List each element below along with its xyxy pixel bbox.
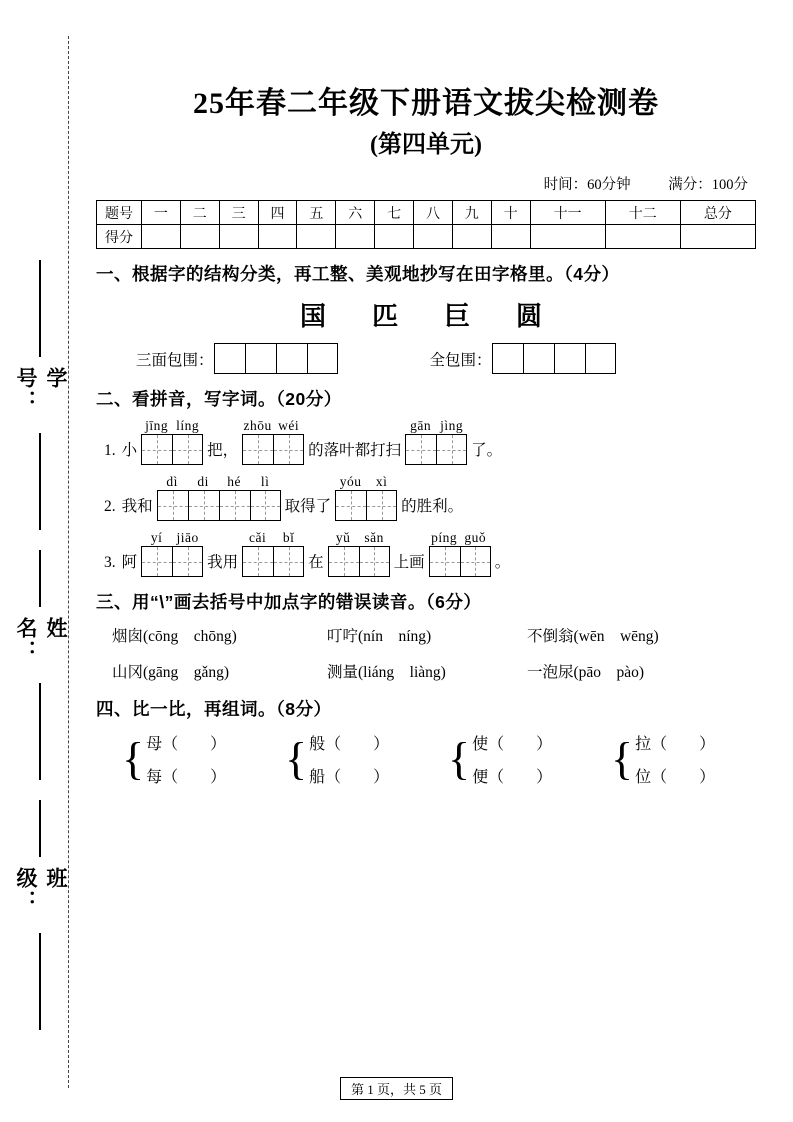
score-table-column-label: 十二: [605, 201, 680, 225]
pinyin-blank-group: [429, 529, 491, 577]
pinyin-text: yǔ sǎn: [335, 530, 384, 545]
exam-time: 时间：60分钟: [543, 177, 631, 193]
score-table-column-label: 五: [297, 201, 336, 225]
item-number: 1.: [104, 442, 116, 459]
page-number: 第 1 页，共 5 页: [340, 1077, 453, 1100]
section-4-body: [122, 731, 756, 787]
word-pair-rows: [146, 731, 226, 787]
score-table-column-label: 六: [336, 201, 375, 225]
sentence-text: 在: [308, 554, 324, 571]
pinyin-text: yóu xì: [339, 474, 388, 489]
score-table-column-label: 十: [491, 201, 530, 225]
table-row: [97, 225, 756, 249]
pinyin-text: píng guǒ: [431, 530, 487, 545]
score-table-header-cell: 题号: [97, 201, 142, 225]
tianzige-grid[interactable]: [328, 546, 390, 577]
sidebar-rule: [39, 550, 41, 607]
sidebar-label-xuehao: 学号：: [14, 367, 67, 414]
word-answer-blank[interactable]: 便（ ）: [472, 769, 553, 786]
tianzige-grid[interactable]: [242, 434, 304, 465]
sidebar-rule: [39, 260, 41, 357]
score-input-cell[interactable]: [491, 225, 530, 249]
score-input-cell[interactable]: [605, 225, 680, 249]
score-input-cell[interactable]: [530, 225, 605, 249]
word-pair-group: [611, 731, 756, 787]
page-footer: [0, 1077, 793, 1100]
section-2-heading: 二、看拼音，写字词。（20分）: [96, 389, 342, 409]
exam-meta: [96, 173, 748, 194]
pinyin-text: dì di hé lì: [166, 474, 270, 489]
sidebar-label-banji: 班级：: [14, 866, 67, 913]
score-table-column-label: 四: [258, 201, 297, 225]
score-input-cell[interactable]: [219, 225, 258, 249]
tianzige-cell[interactable]: [219, 490, 250, 521]
word-answer-blank[interactable]: 位（ ）: [635, 769, 716, 786]
pinyin-blank-group: [405, 417, 467, 465]
sentence-text: 。: [494, 554, 511, 571]
tianzige-cell[interactable]: [328, 546, 359, 577]
sentence-text: 的胜利。: [401, 498, 464, 515]
list-item: [104, 529, 756, 577]
score-table-column-label: 八: [414, 201, 453, 225]
pinyin-blank-group: [157, 473, 281, 521]
tianzige-cell[interactable]: [245, 343, 276, 374]
section-4-heading: 四、比一比，再组词。（8分）: [96, 699, 332, 719]
pinyin-choice-item[interactable]: 一泡尿(pāo pào): [527, 664, 645, 681]
tianzige-cell[interactable]: [214, 343, 245, 374]
tianzige-cell[interactable]: [250, 490, 281, 521]
sentence-text: 上画: [393, 554, 425, 571]
tianzige-cell[interactable]: [585, 343, 616, 374]
brace-symbol: {: [122, 733, 145, 784]
score-table-column-label: 总分: [680, 201, 755, 225]
section-1-heading: 一、根据字的结构分类，再工整、美观地抄写在田字格里。（4分）: [96, 264, 620, 284]
tianzige-cell[interactable]: [523, 343, 554, 374]
score-table-column-label: 九: [452, 201, 491, 225]
sentence-text: 我用: [207, 554, 239, 571]
pinyin-blank-group: [141, 417, 203, 465]
sidebar-label-xingming: 姓名：: [14, 617, 67, 664]
tianzige-cell[interactable]: [460, 546, 491, 577]
sentence-text: 把，: [207, 442, 239, 459]
score-input-cell[interactable]: [297, 225, 336, 249]
sidebar-rule: [39, 433, 41, 530]
tianzige-grid[interactable]: [242, 546, 304, 577]
pinyin-blank-group: [242, 417, 304, 465]
tianzige-grid[interactable]: [214, 343, 338, 374]
table-row: [97, 201, 756, 225]
word-answer-blank[interactable]: 船（ ）: [309, 769, 390, 786]
tianzige-cell[interactable]: [242, 434, 273, 465]
score-input-cell[interactable]: [414, 225, 453, 249]
list-item: [104, 417, 756, 465]
pinyin-choice-item[interactable]: 叮咛(nín níng): [327, 628, 432, 645]
score-table-column-label: 三: [219, 201, 258, 225]
sentence-text: 我和: [121, 498, 153, 515]
tianzige-cell[interactable]: [242, 546, 273, 577]
pinyin-text: zhōu wéi: [243, 418, 300, 433]
tianzige-cell[interactable]: [307, 343, 338, 374]
tianzige-cell[interactable]: [554, 343, 585, 374]
brace-symbol: {: [448, 733, 471, 784]
tianzige-cell[interactable]: [141, 434, 172, 465]
binding-dashed-line: [68, 36, 69, 1088]
tianzige-grid[interactable]: [492, 343, 616, 374]
section-1-characters: 国匹巨圆: [299, 302, 588, 331]
list-item: [112, 660, 756, 682]
page-title: 25年春二年级下册语文拔尖检测卷: [193, 87, 659, 120]
word-pair-rows: [635, 731, 715, 787]
tianzige-cell[interactable]: [405, 434, 436, 465]
pinyin-blank-group: [328, 529, 390, 577]
tianzige-grid[interactable]: [429, 546, 491, 577]
tianzige-grid[interactable]: [141, 434, 203, 465]
tianzige-cell[interactable]: [276, 343, 307, 374]
score-table: [96, 200, 756, 249]
list-item: [112, 624, 756, 646]
brace-symbol: {: [285, 733, 308, 784]
score-input-cell[interactable]: [258, 225, 297, 249]
score-input-cell[interactable]: [375, 225, 414, 249]
pinyin-text: yí jiāo: [150, 530, 199, 545]
section-1-row-label: 全包围：: [429, 351, 492, 369]
score-table-header-cell: 得分: [97, 225, 142, 249]
tianzige-grid[interactable]: [335, 490, 397, 521]
tianzige-cell[interactable]: [157, 490, 188, 521]
score-input-cell[interactable]: [180, 225, 219, 249]
score-input-cell[interactable]: [452, 225, 491, 249]
exam-content: [96, 60, 756, 787]
tianzige-cell[interactable]: [141, 546, 172, 577]
section-2-body: [96, 417, 756, 577]
section-1-answer-row: [136, 343, 756, 374]
pinyin-choice-item[interactable]: 测量(liáng liàng): [327, 664, 446, 681]
section-3-body: [112, 624, 756, 682]
word-answer-blank[interactable]: 拉（ ）: [635, 736, 716, 753]
word-pair-rows: [309, 731, 389, 787]
tianzige-cell[interactable]: [273, 434, 304, 465]
score-table-column-label: 七: [375, 201, 414, 225]
score-input-cell[interactable]: [142, 225, 181, 249]
word-answer-blank[interactable]: 每（ ）: [146, 769, 227, 786]
pinyin-text: cǎi bǐ: [249, 530, 295, 545]
score-table-column-label: 一: [142, 201, 181, 225]
word-pair-rows: [472, 731, 552, 787]
item-number: 2.: [104, 498, 116, 515]
pinyin-blank-group: [242, 529, 304, 577]
pinyin-text: jīng líng: [145, 418, 200, 433]
word-answer-blank[interactable]: 使（ ）: [472, 736, 553, 753]
sentence-text: 阿: [121, 554, 138, 571]
word-answer-blank[interactable]: 母（ ）: [146, 736, 227, 753]
word-pair-group: [448, 731, 593, 787]
score-input-cell[interactable]: [336, 225, 375, 249]
tianzige-cell[interactable]: [273, 546, 304, 577]
page-subtitle: (第四单元): [370, 132, 482, 158]
sentence-text: 了。: [471, 442, 503, 459]
word-answer-blank[interactable]: 般（ ）: [309, 736, 390, 753]
pinyin-blank-group: [141, 529, 203, 577]
sidebar-rule: [39, 933, 41, 1030]
section-1-row-label: 三面包围：: [136, 351, 214, 369]
word-pair-group: [122, 731, 267, 787]
sentence-text: 小: [121, 442, 138, 459]
tianzige-cell[interactable]: [366, 490, 397, 521]
sidebar-rule: [39, 683, 41, 780]
pinyin-text: gān jìng: [410, 418, 464, 433]
exam-total-score: 满分：100分: [668, 177, 748, 193]
word-pair-group: [285, 731, 430, 787]
pinyin-choice-item[interactable]: 不倒翁(wēn wēng): [527, 628, 659, 645]
sentence-text: 的落叶都打扫: [308, 442, 402, 459]
sidebar-rule: [39, 800, 41, 857]
sentence-text: 取得了: [284, 498, 332, 515]
tianzige-grid[interactable]: [141, 546, 203, 577]
tianzige-cell[interactable]: [172, 546, 203, 577]
student-info-sidebar: [14, 250, 67, 1040]
tianzige-cell[interactable]: [359, 546, 390, 577]
pinyin-choice-item[interactable]: 山冈(gāng gǎng): [112, 664, 230, 681]
list-item: [104, 473, 756, 521]
score-input-cell[interactable]: [680, 225, 755, 249]
pinyin-blank-group: [335, 473, 397, 521]
tianzige-grid[interactable]: [157, 490, 281, 521]
tianzige-cell[interactable]: [188, 490, 219, 521]
item-number: 3.: [104, 554, 116, 571]
tianzige-cell[interactable]: [436, 434, 467, 465]
pinyin-choice-item[interactable]: 烟囱(cōng chōng): [112, 628, 237, 645]
score-table-column-label: 二: [180, 201, 219, 225]
score-table-column-label: 十一: [530, 201, 605, 225]
tianzige-cell[interactable]: [335, 490, 366, 521]
tianzige-grid[interactable]: [405, 434, 467, 465]
tianzige-cell[interactable]: [429, 546, 460, 577]
tianzige-cell[interactable]: [492, 343, 523, 374]
brace-symbol: {: [611, 733, 634, 784]
section-3-heading: 三、用“\”画去括号中加点字的错误读音。（6分）: [96, 592, 482, 612]
tianzige-cell[interactable]: [172, 434, 203, 465]
